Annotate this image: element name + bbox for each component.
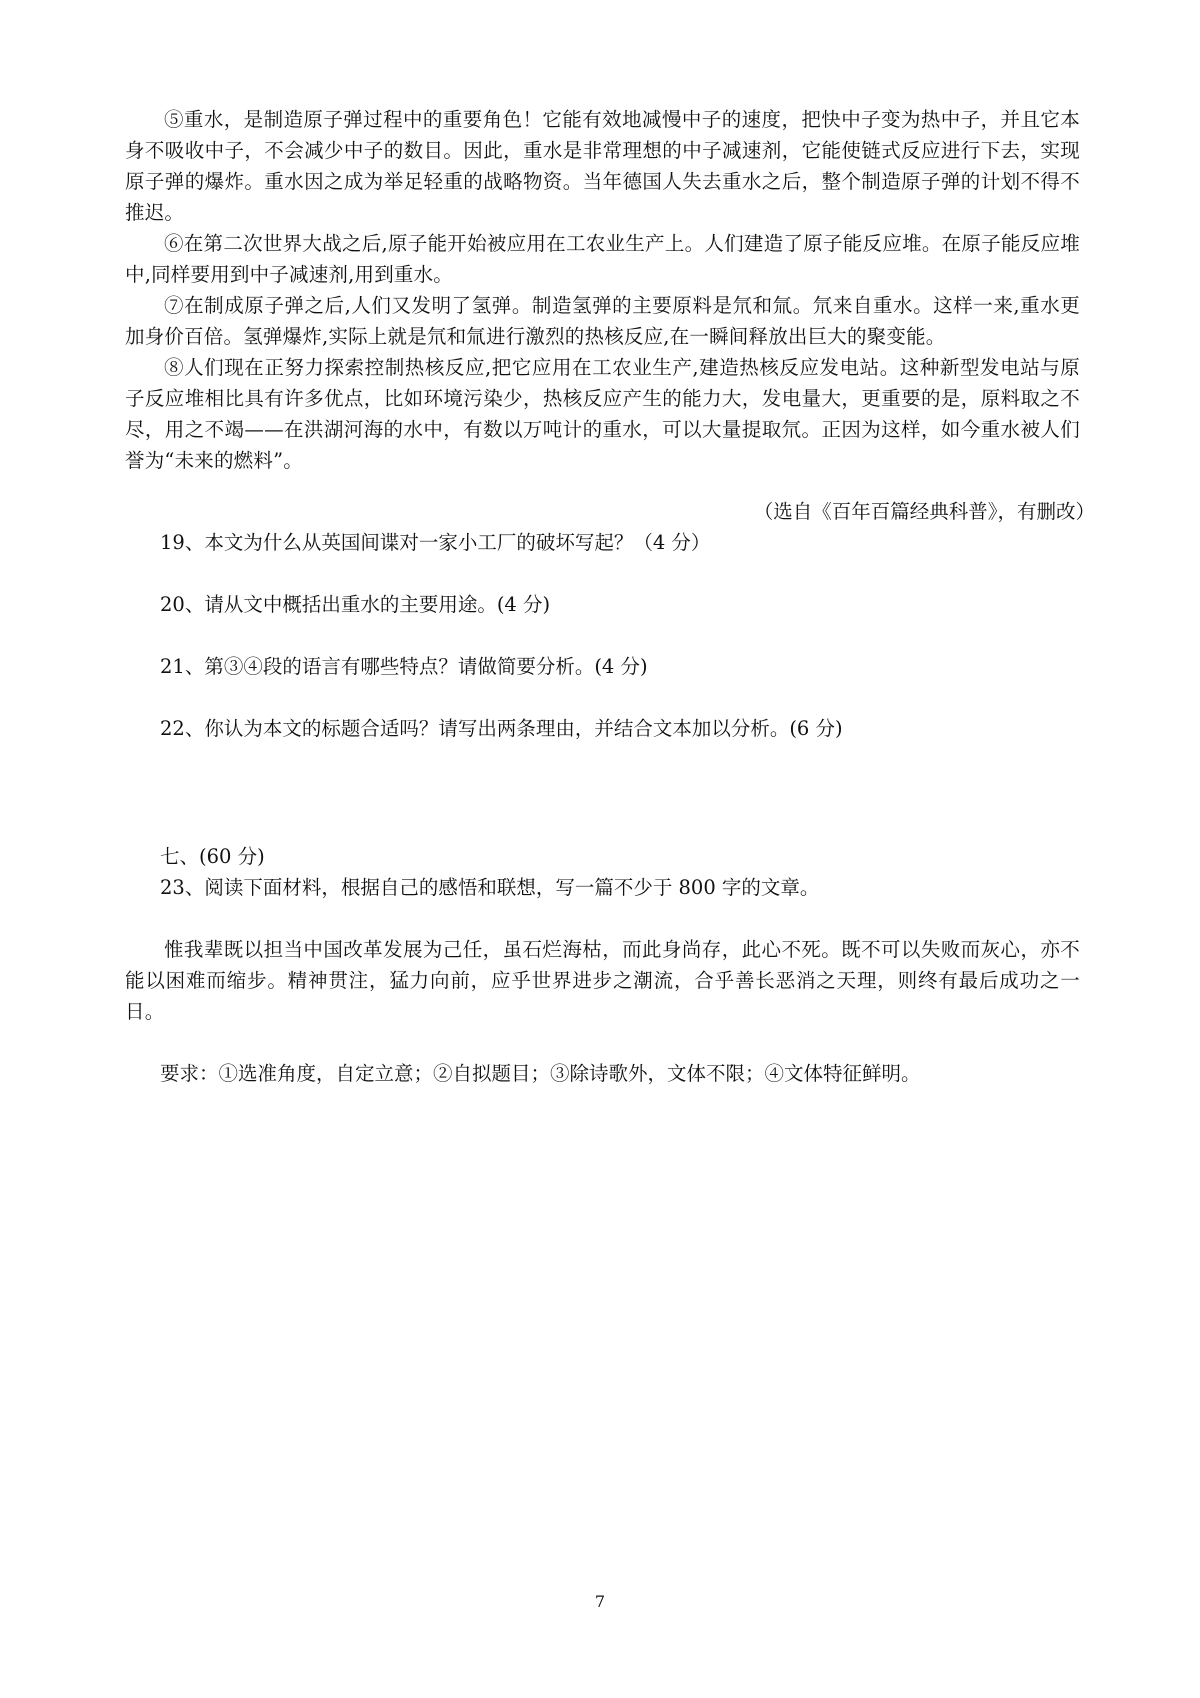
question-19: 19、本文为什么从英国间谍对一家小工厂的破坏写起？（4 分） <box>160 531 711 554</box>
section-7-heading: 七、(60 分) <box>160 845 265 868</box>
question-21: 21、第③④段的语言有哪些特点？请做简要分析。(4 分) <box>160 655 648 678</box>
question-20: 20、请从文中概括出重水的主要用途。(4 分) <box>160 593 551 616</box>
passage-paragraph-8: ⑧人们现在正努力探索控制热核反应,把它应用在工农业生产,建造热核反应发电站。这种新型发电站与原子反应堆相比具有许多优点，比如环境污染少，热核反应产生的能力大，发电量大，更重要的是，原料取之不尽，用之不竭——在洪湖河海的水中，有数以万吨计的重水，可以大量提取氘。正因为这样，如今重水被人们誉为“未来的燃料”。 <box>125 356 1080 472</box>
question-22: 22、你认为本文的标题合适吗？请写出两条理由，并结合文本加以分析。(6 分) <box>160 717 843 740</box>
essay-material: 惟我辈既以担当中国改革发展为己任，虽石烂海枯，而此身尚存，此心不死。既不可以失败而灰心，亦不能以困难而缩步。精神贯注，猛力向前，应乎世界进步之潮流，合乎善长恶消之天理，则终有最后成功之一日。 <box>125 938 1080 1023</box>
passage-paragraph-7: ⑦在制成原子弹之后,人们又发明了氢弹。制造氢弹的主要原料是氘和氚。氘来自重水。这样一来,重水更加身价百倍。氢弹爆炸,实际上就是氘和氚进行激烈的热核反应,在一瞬间释放出巨大的聚变能。 <box>125 294 1080 348</box>
passage-source: （选自《百年百篇经典科普》，有删改） <box>753 500 1095 523</box>
page-number: 7 <box>594 1592 606 1611</box>
passage-paragraph-5: ⑤重水，是制造原子弹过程中的重要角色！它能有效地减慢中子的速度，把快中子变为热中子，并且它本身不吸收中子，不会减少中子的数目。因此，重水是非常理想的中子减速剂，它能使链式反应进行下去，实现原子弹的爆炸。重水因之成为举足轻重的战略物资。当年德国人失去重水之后，整个制造原子弹的计划不得不推迟。 <box>125 108 1080 224</box>
question-23: 23、阅读下面材料，根据自己的感悟和联想，写一篇不少于 800 字的文章。 <box>160 876 820 899</box>
essay-requirements: 要求：①选准角度，自定立意；②自拟题目；③除诗歌外，文体不限；④文体特征鲜明。 <box>160 1062 921 1085</box>
passage-paragraph-6: ⑥在第二次世界大战之后,原子能开始被应用在工农业生产上。人们建造了原子能反应堆。在原子能反应堆中,同样要用到中子减速剂,用到重水。 <box>125 232 1080 286</box>
